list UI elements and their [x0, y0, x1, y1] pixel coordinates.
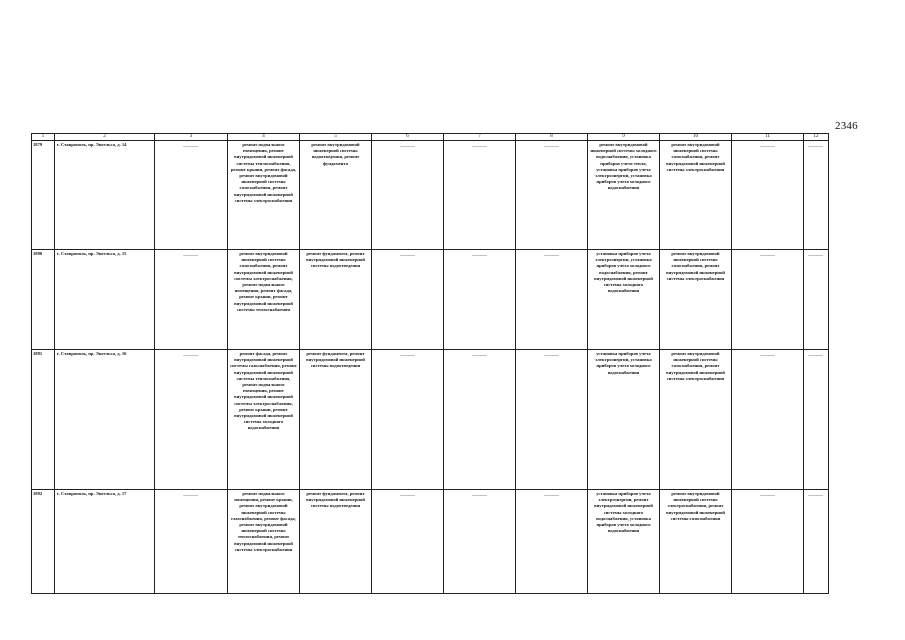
- empty-cell-dash: ——: [444, 350, 516, 490]
- empty-cell-dash: ——: [444, 250, 516, 350]
- empty-cell-dash: ——: [516, 250, 588, 350]
- column-number: 2: [55, 134, 155, 141]
- row-number: 1880: [32, 250, 55, 350]
- empty-cell-dash: ——: [155, 250, 228, 350]
- empty-cell-dash: ——: [372, 250, 444, 350]
- building-address: г. Ставрополь, пр. Энгельса, д. 17: [55, 490, 155, 594]
- empty-cell-dash: ——: [804, 350, 829, 490]
- empty-cell-dash: ——: [155, 350, 228, 490]
- row-number: 1881: [32, 350, 55, 490]
- column-number: 8: [516, 134, 588, 141]
- works-cell: ремонт внутридомовой инженерной системы газоснабжения, ремонт внутридомовой инженерной системы электроснабжения: [660, 350, 732, 490]
- column-number: 3: [155, 134, 228, 141]
- works-cell: ремонт внутридомовой инженерной системы электроснабжения, ремонт внутридомовой инженерной системы газоснабжения: [660, 490, 732, 594]
- column-number: 1: [32, 134, 55, 141]
- works-cell: ремонт фасада, ремонт внутридомовой инженерной системы газоснабжения, ремонт внутридомовой инженерной системы теплоснабжения, ремонт подвального помещения, ремонт внутридомовой инженерной системы электроснабжения, ремонт крыши, ремонт внутридомовой инженерной системы холодного водоснабжения: [228, 350, 300, 490]
- works-cell: ремонт внутридомовой инженерной системы холодного водоснабжения, установка приборов учета тепла, установка приборов учета электроэнергии, установка приборов учета холодного водоснабжения: [588, 141, 660, 250]
- table-row: [32, 141, 829, 250]
- empty-cell-dash: ——: [732, 350, 804, 490]
- works-cell: ремонт внутридомовой инженерной системы водоотведения, ремонт фундамента: [300, 141, 372, 250]
- column-number-row: [32, 134, 829, 141]
- works-cell: ремонт внутридомовой инженерной системы газоснабжения, ремонт внутридомовой инженерной системы электроснабжения: [660, 141, 732, 250]
- building-address: г. Ставрополь, пр. Энгельса, д. 15: [55, 250, 155, 350]
- row-number: 1879: [32, 141, 55, 250]
- empty-cell-dash: ——: [372, 490, 444, 594]
- column-number: 9: [588, 134, 660, 141]
- empty-cell-dash: ——: [444, 490, 516, 594]
- works-cell: ремонт фундамента, ремонт внутридомовой инженерной системы водоотведения: [300, 250, 372, 350]
- empty-cell-dash: ——: [444, 141, 516, 250]
- empty-cell-dash: ——: [732, 250, 804, 350]
- column-number: 11: [732, 134, 804, 141]
- row-number: 1882: [32, 490, 55, 594]
- table-row: [32, 250, 829, 350]
- empty-cell-dash: ——: [804, 141, 829, 250]
- building-address: г. Ставрополь, пр. Энгельса, д. 16: [55, 350, 155, 490]
- empty-cell-dash: ——: [804, 250, 829, 350]
- works-cell: установка приборов учета электроэнергии, установка приборов учета холодного водоснабжения, ремонт внутридомовой инженерной системы холодного водоснабжения: [588, 250, 660, 350]
- building-address: г. Ставрополь, пр. Энгельса, д. 14: [55, 141, 155, 250]
- works-cell: установка приборов учета электроэнергии, установка приборов учета холодного водоснабжения: [588, 350, 660, 490]
- works-cell: ремонт подвального помещения, ремонт крыши, ремонт внутридомовой инженерной системы газоснабжения, ремонт фасада, ремонт внутридомовой инженерной системы теплоснабжения, ремонт внутридомовой инженерной системы электроснабжения: [228, 490, 300, 594]
- works-cell: ремонт внутридомовой инженерной системы газоснабжения, ремонт внутридомовой инженерной системы электроснабжения, ремонт подвального помещения, ремонт фасада, ремонт крыши, ремонт внутридомовой инженерной системы теплоснабжения: [228, 250, 300, 350]
- empty-cell-dash: ——: [155, 141, 228, 250]
- column-number: 7: [444, 134, 516, 141]
- empty-cell-dash: ——: [372, 350, 444, 490]
- works-cell: ремонт подвального помещения, ремонт внутридомовой инженерной системы теплоснабжения, ремонт крыши, ремонт фасада, ремонт внутридомовой инженерной системы газоснабжения, ремонт внутридомовой инженерной системы электроснабжения: [228, 141, 300, 250]
- works-cell: ремонт фундамента, ремонт внутридомовой инженерной системы водоотведения: [300, 490, 372, 594]
- works-cell: ремонт фундамента, ремонт внутридомовой инженерной системы водоотведения: [300, 350, 372, 490]
- empty-cell-dash: ——: [804, 490, 829, 594]
- column-number: 6: [372, 134, 444, 141]
- page-number: 2346: [835, 120, 858, 132]
- table-row: [32, 350, 829, 490]
- works-cell: ремонт внутридомовой инженерной системы газоснабжения, ремонт внутридомовой инженерной системы электроснабжения: [660, 250, 732, 350]
- empty-cell-dash: ——: [732, 141, 804, 250]
- empty-cell-dash: ——: [732, 490, 804, 594]
- empty-cell-dash: ——: [372, 141, 444, 250]
- table-row: [32, 490, 829, 594]
- empty-cell-dash: ——: [516, 490, 588, 594]
- column-number: 12: [804, 134, 829, 141]
- repair-schedule-table: [31, 133, 829, 594]
- empty-cell-dash: ——: [155, 490, 228, 594]
- column-number: 4: [228, 134, 300, 141]
- empty-cell-dash: ——: [516, 141, 588, 250]
- works-cell: установка приборов учета электроэнергии, ремонт внутридомовой инженерной системы холодного водоснабжения, установка приборов учета холодного водоснабжения: [588, 490, 660, 594]
- column-number: 10: [660, 134, 732, 141]
- column-number: 5: [300, 134, 372, 141]
- empty-cell-dash: ——: [516, 350, 588, 490]
